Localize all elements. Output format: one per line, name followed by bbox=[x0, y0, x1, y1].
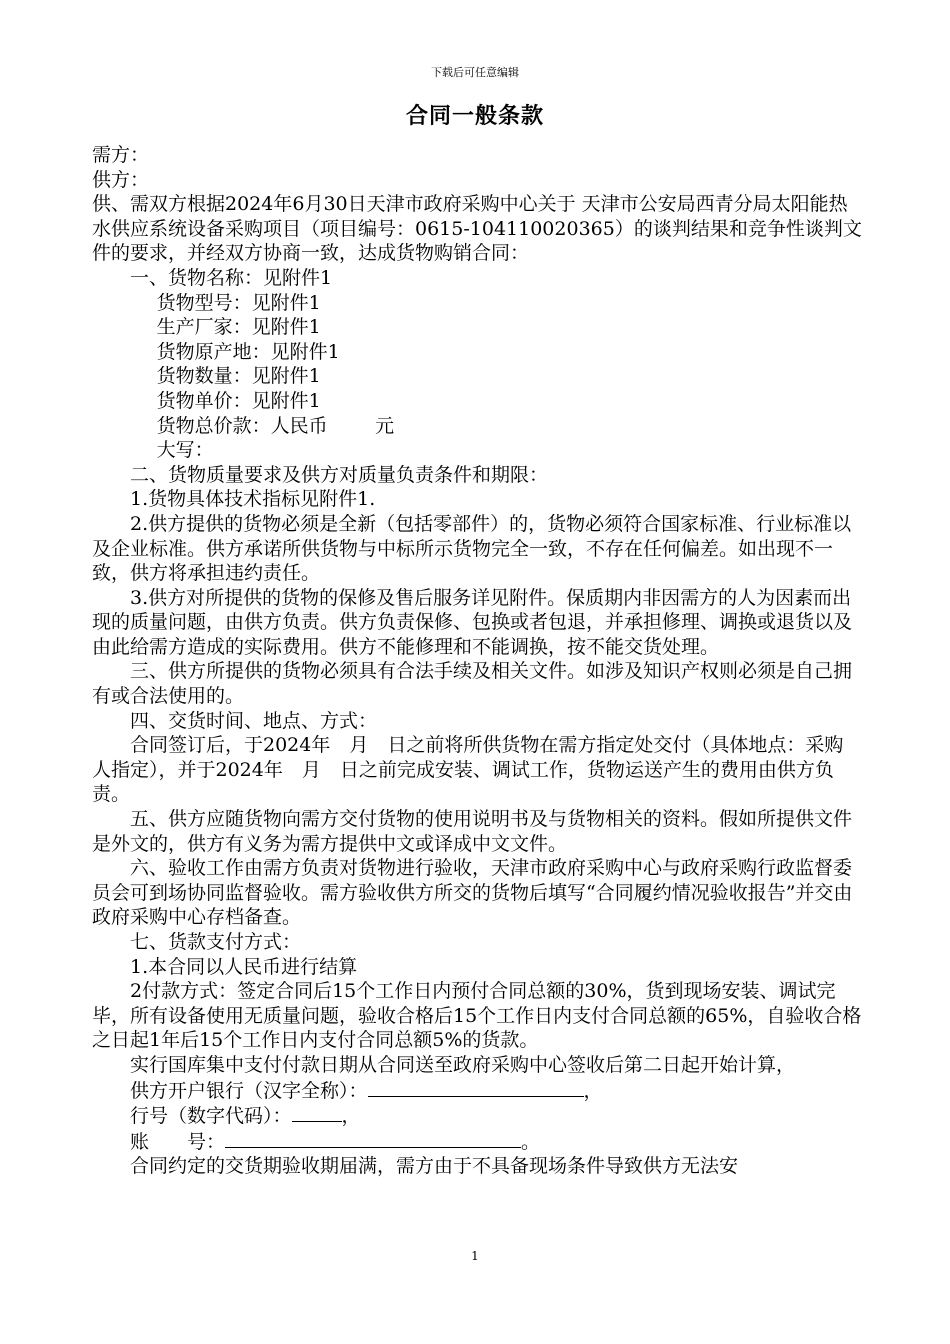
bank-code-line bbox=[92, 1103, 862, 1129]
goods-model: 货物型号：见附件1 bbox=[156, 291, 321, 314]
capital-amount: 大写： bbox=[156, 439, 214, 462]
document-title: 合同一般条款 bbox=[405, 103, 544, 129]
bank-code-blank[interactable] bbox=[292, 1103, 342, 1122]
section-2-title: 二、货物质量要求及供方对质量负责条件和期限： bbox=[130, 463, 549, 486]
section-1-title: 一、货物名称：见附件1 bbox=[130, 266, 333, 289]
treasury-payment-note: 实行国库集中支付付款日期从合同送至政府采购中心签收后第二日起开始计算， bbox=[130, 1053, 796, 1076]
bank-name-blank[interactable] bbox=[368, 1078, 584, 1097]
page-number: 1 bbox=[471, 1249, 479, 1263]
intro-paragraph: 供、需双方根据2024年6月30日天津市政府采购中心关于 天津市公安局西青分局太阳能热水供应系统设备采购项目（项目编号：0615-104110020365）的谈判结果和竞争性谈判文件的要求，并经双方协商一致，达成货物购销合同： bbox=[92, 193, 862, 265]
bank-label: 供方开户银行（汉字全称）： bbox=[130, 1079, 368, 1102]
bank-code-suffix: ， bbox=[341, 1105, 361, 1128]
goods-total-price bbox=[92, 414, 862, 439]
section-2-item-1: 1.货物具体技术指标见附件1. bbox=[130, 488, 376, 511]
party-seller: 供方： bbox=[92, 168, 150, 191]
section-7-item-2: 2付款方式：签定合同后15个工作日内预付合同总额的30%，货到现场安装、调试完毕，所有设备使用无质量问题，验收合格后15个工作日内支付合同总额的65%，自验收合格之日起1年后15个工作日内支付合同总额5%的货款。 bbox=[92, 980, 862, 1052]
manufacturer: 生产厂家：见附件1 bbox=[156, 316, 321, 339]
account-label: 账 号： bbox=[130, 1130, 226, 1153]
contract-body bbox=[92, 143, 862, 1179]
section-2-item-2: 2.供方提供的货物必须是全新（包括零部件）的，货物必须符合国家标准、行业标准以及企业标准。供方承诺所供货物与中标所示货物完全一致，不存在任何偏差。如出现不一致，供方将承担违约责任。 bbox=[92, 512, 852, 585]
total-price-unit: 元 bbox=[375, 414, 395, 437]
goods-origin: 货物原产地：见附件1 bbox=[156, 340, 340, 363]
party-buyer: 需方： bbox=[92, 144, 150, 166]
total-price-label: 货物总价款：人民币 bbox=[156, 414, 328, 437]
account-suffix: 。 bbox=[521, 1130, 541, 1153]
bank-name-line bbox=[92, 1078, 862, 1104]
section-5: 五、供方应随货物向需方交付货物的使用说明书及与货物相关的资料。假如所提供文件是外文的，供方有义务为需方提供中文或译成中文文件。 bbox=[92, 808, 853, 855]
last-line: 合同约定的交货期验收期届满，需方由于不具备现场条件导致供方无法安 bbox=[130, 1155, 739, 1178]
goods-quantity: 货物数量：见附件1 bbox=[156, 365, 321, 388]
goods-unit-price: 货物单价：见附件1 bbox=[156, 389, 321, 412]
bank-code-label: 行号（数字代码）： bbox=[130, 1105, 292, 1128]
bank-suffix: ， bbox=[583, 1079, 603, 1102]
header-note: 下载后可任意编辑 bbox=[431, 66, 519, 79]
section-6: 六、验收工作由需方负责对货物进行验收，天津市政府采购中心与政府采购行政监督委员会可到场协同监督验收。需方验收供方所交的货物后填写“合同履约情况验收报告”并交由政府采购中心存档备查。 bbox=[92, 857, 853, 929]
section-2-item-3: 3.供方对所提供的货物的保修及售后服务详见附件。保质期内非因需方的人为因素而出现的质量问题，由供方负责。供方负责保修、包换或者包退，并承担修理、调换或退货以及由此给需方造成的实际费用。供方不能修理和不能调换，按不能交货处理。 bbox=[92, 586, 853, 658]
section-3: 三、供方所提供的货物必须具有合法手续及相关文件。如涉及知识产权则必须是自己拥有或合法使用的。 bbox=[92, 660, 853, 708]
section-7-item-1: 1.本合同以人民币进行结算 bbox=[130, 955, 358, 978]
account-blank[interactable] bbox=[225, 1129, 521, 1148]
section-4-title: 四、交货时间、地点、方式： bbox=[130, 709, 378, 732]
section-7-title: 七、货款支付方式： bbox=[130, 931, 302, 953]
section-4-body: 合同签订后，于2024年 月 日之前将所供货物在需方指定处交付（具体地点：采购人指定），并于2024年 月 日之前完成安装、调试工作，货物运送产生的费用由供方负责。 bbox=[92, 734, 844, 806]
account-line bbox=[92, 1129, 862, 1155]
